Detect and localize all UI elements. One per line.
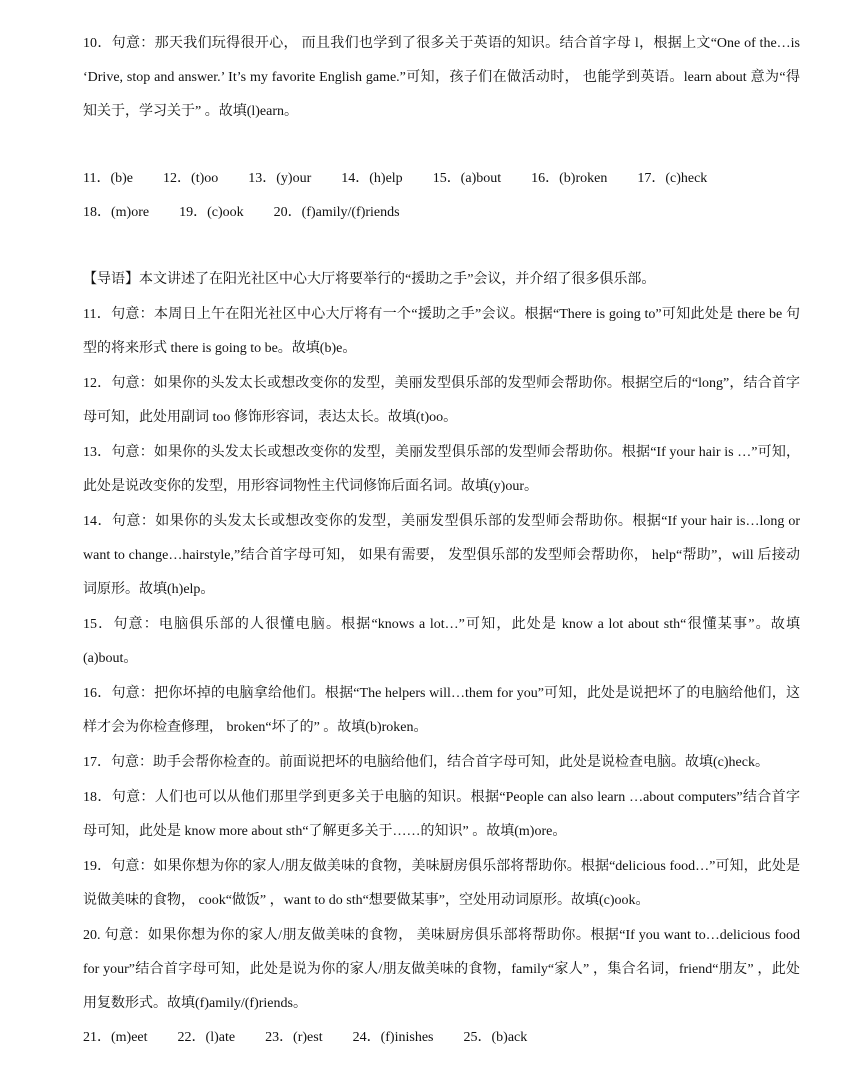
explanation-q15: 15．句意：电脑俱乐部的人很懂电脑。根据“knows a lot…”可知，此处是 know a lot about sth“很懂某事”。故填(a)bout。 <box>83 617 800 666</box>
spacer <box>83 230 800 263</box>
answer-item: 15．(a)bout <box>432 171 502 186</box>
answer-list-11-20 <box>83 162 800 230</box>
answer-item: 17．(c)heck <box>637 171 708 186</box>
explanation-q12: 12．句意：如果你的头发太长或想改变你的发型，美丽发型俱乐部的发型师会帮助你。根据空后的“long”，结合首字母可知，此处用副词 too 修饰形容词，表达太长。故填(t)oo。 <box>83 376 800 425</box>
answer-item: 23．(r)est <box>265 1030 323 1045</box>
answer-item: 13．(y)our <box>248 171 312 186</box>
explanation-q18: 18．句意：人们也可以从他们那里学到更多关于电脑的知识。根据“People can also learn …about computers”结合首字母可知，此处是 know more about sth“了解更多关于……的知识” 。故填(m)ore。 <box>83 790 800 839</box>
answer-item: 25．(b)ack <box>463 1030 528 1045</box>
explanation-q20: 20. 句意：如果你想为你的家人/朋友做美味的食物， 美味厨房俱乐部将帮助你。根据“If you want to…delicious food for your”结合首字母可知，此处是说为你的家人/朋友做美味的食物，family“家人” ，集合名词，friend“朋友” ，此处用复数形式。故填(f)amily/(f)riends。 <box>83 928 800 1011</box>
answer-item: 19．(c)ook <box>179 205 244 220</box>
answer-item: 12．(t)oo <box>163 171 219 186</box>
explanation-q11: 11．句意：本周日上午在阳光社区中心大厅将有一个“援助之手”会议。根据“There is going to”可知此处是 there be 句型的将来形式 there is going to be。故填(b)e。 <box>83 307 800 356</box>
spacer <box>83 129 800 162</box>
explanation-q10: 10．句意：那天我们玩得很开心， 而且我们也学到了很多关于英语的知识。结合首字母 l，根据上文“One of the…is ‘Drive, stop and answer.’ It’s my favorite English game.”可知，孩子们在做活动时， 也能学到英语。learn about 意为“得知关于，学习关于” 。故填(l)earn。 <box>83 36 800 119</box>
answer-item: 16．(b)roken <box>531 171 608 186</box>
answer-item: 14．(h)elp <box>341 171 403 186</box>
answer-item: 18．(m)ore <box>83 205 150 220</box>
passage-intro: 【导语】本文讲述了在阳光社区中心大厅将要举行的“援助之手”会议，并介绍了很多俱乐部。 <box>83 272 656 287</box>
answer-list-21-25 <box>83 1021 800 1055</box>
answer-item: 22．(l)ate <box>177 1030 236 1045</box>
answer-item: 21．(m)eet <box>83 1030 148 1045</box>
answer-item: 24．(f)inishes <box>352 1030 434 1045</box>
explanation-q16: 16．句意：把你坏掉的电脑拿给他们。根据“The helpers will…them for you”可知，此处是说把坏了的电脑给他们，这样才会为你检查修理， broken“坏了的” 。故填(b)roken。 <box>83 686 800 735</box>
explanation-q14: 14．句意：如果你的头发太长或想改变你的发型，美丽发型俱乐部的发型师会帮助你。根据“If your hair is…long or want to change…hairstyle,”结合首字母可知， 如果有需要， 发型俱乐部的发型师会帮助你， help“帮助”，will 后接动词原形。故填(h)elp。 <box>83 514 800 597</box>
answer-item: 11．(b)e <box>83 171 134 186</box>
answer-item: 20．(f)amily/(f)riends <box>273 205 400 220</box>
explanation-q13: 13．句意：如果你的头发太长或想改变你的发型，美丽发型俱乐部的发型师会帮助你。根据“If your hair is …”可知，此处是说改变你的发型，用形容词物性主代词修饰后面名词。故填(y)our。 <box>83 445 800 494</box>
explanation-q17: 17．句意：助手会帮你检查的。前面说把坏的电脑给他们，结合首字母可知，此处是说检查电脑。故填(c)heck。 <box>83 755 769 770</box>
explanation-q19: 19．句意：如果你想为你的家人/朋友做美味的食物，美味厨房俱乐部将帮助你。根据“delicious food…”可知，此处是说做美味的食物， cook“做饭” ，want to do sth“想要做某事”，空处用动词原形。故填(c)ook。 <box>83 859 800 908</box>
